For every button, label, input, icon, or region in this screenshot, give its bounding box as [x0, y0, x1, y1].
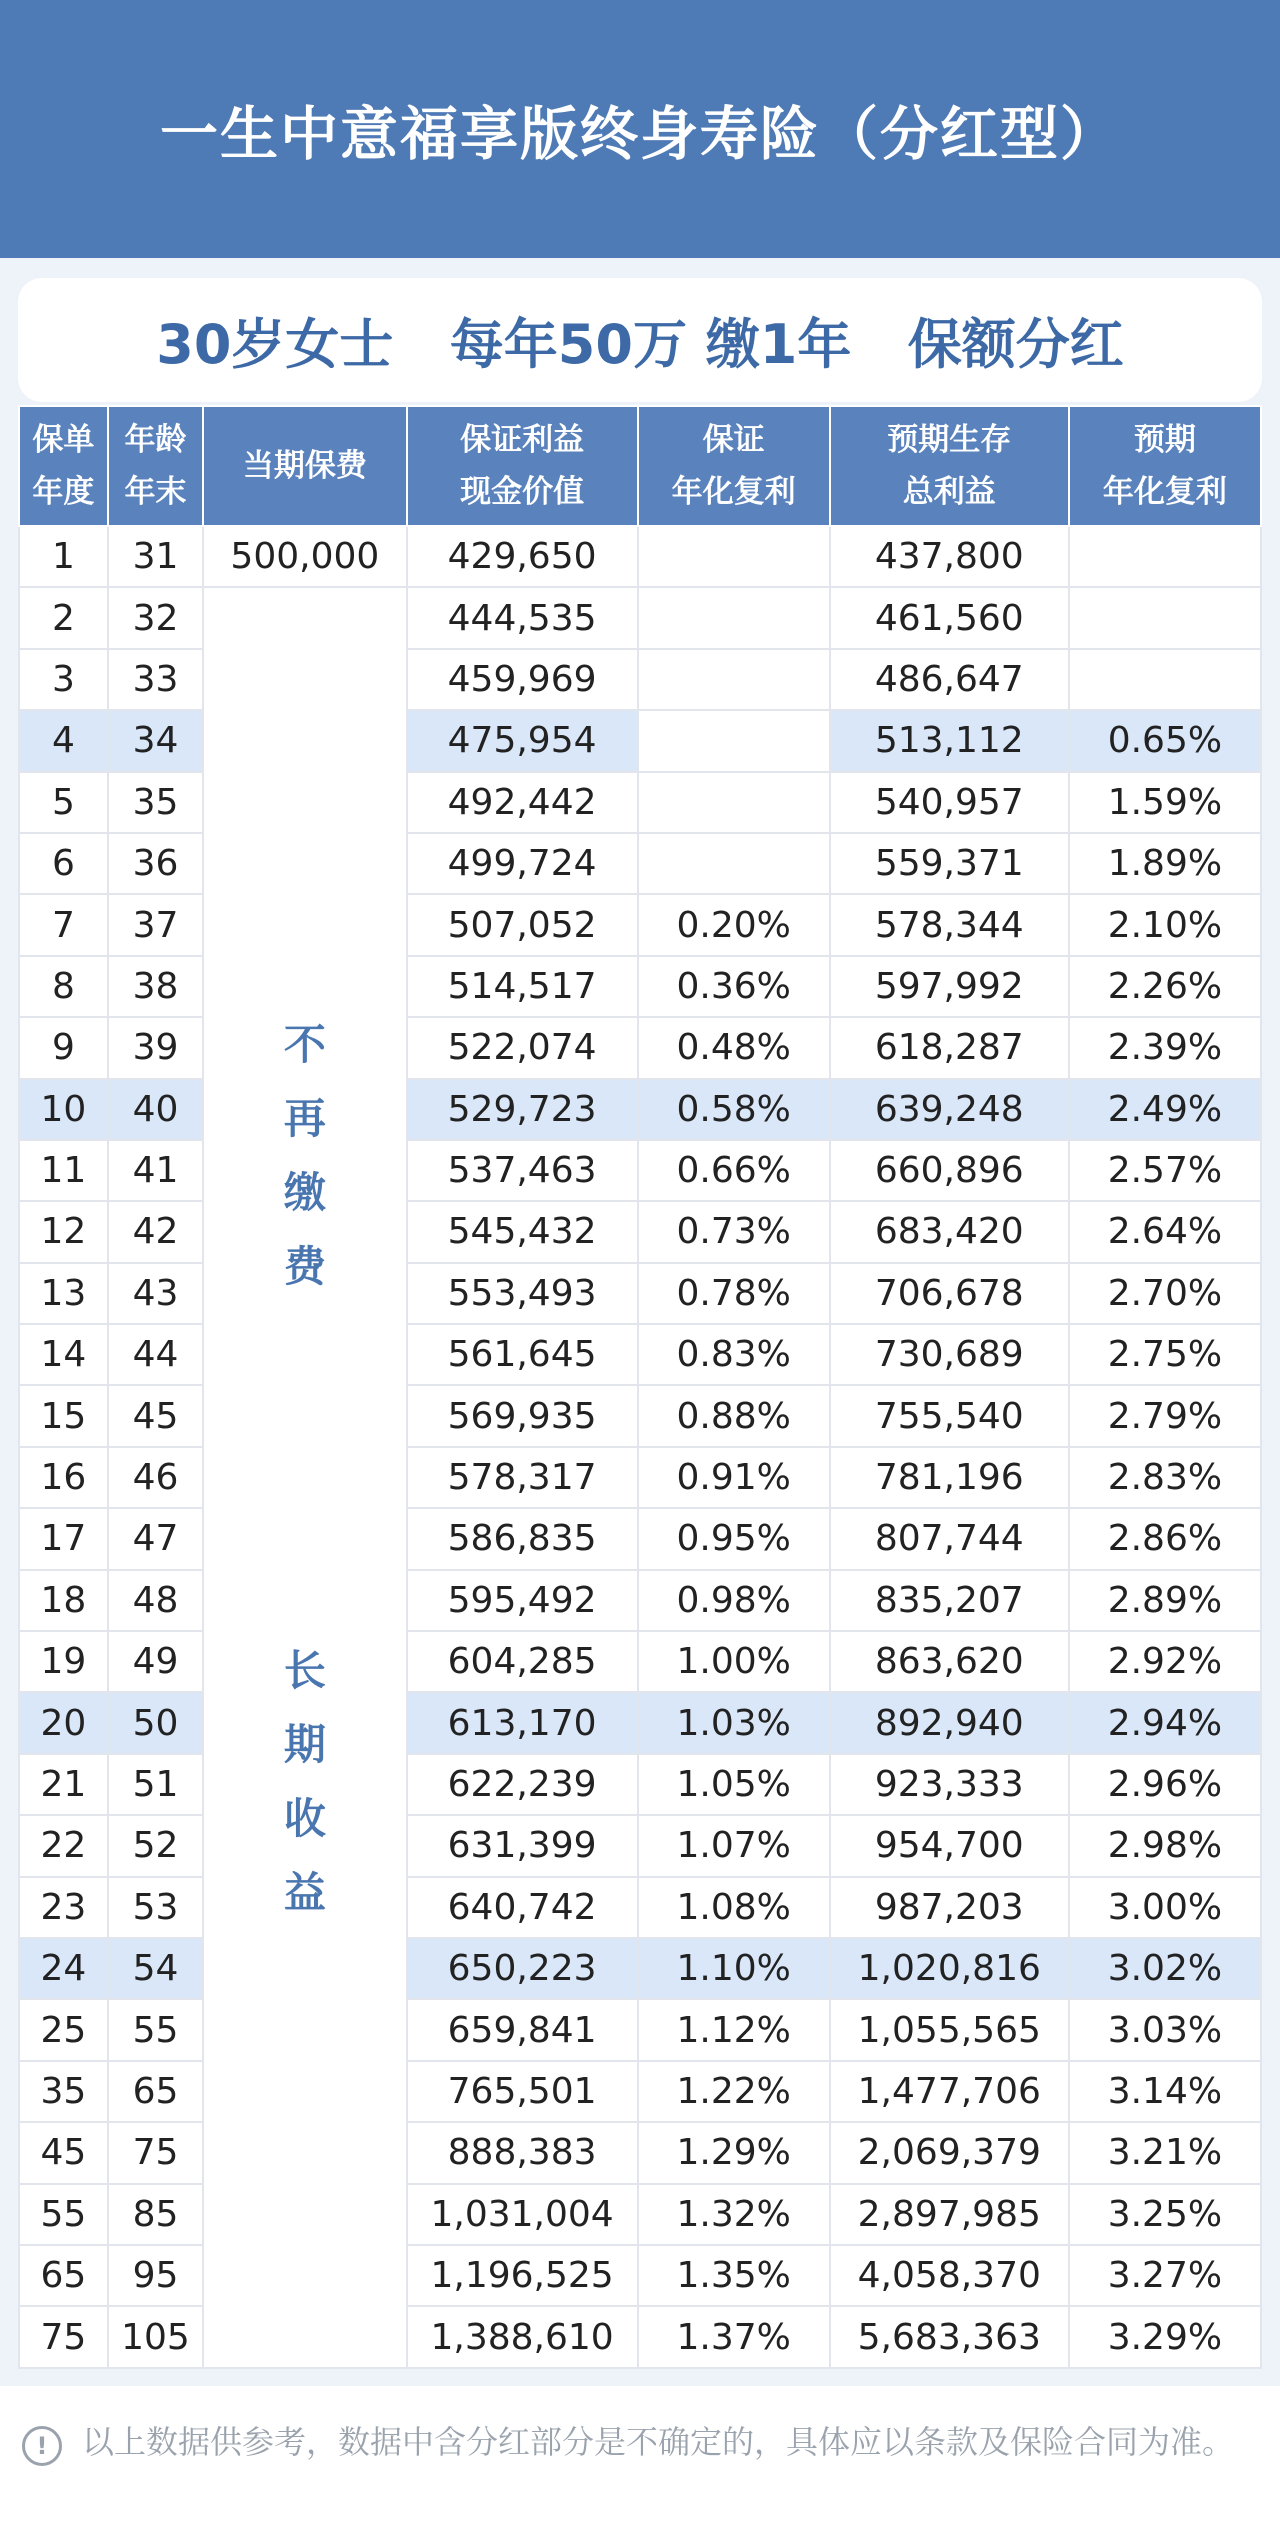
guaranteed-rate-cell	[638, 833, 830, 894]
expected-total-cell: 437,800	[830, 526, 1069, 587]
expected-rate-cell: 2.94%	[1069, 1692, 1261, 1753]
vertical-char: 缴	[283, 1168, 326, 1218]
expected-total-cell: 540,957	[830, 772, 1069, 833]
guaranteed-rate-cell	[638, 710, 830, 771]
expected-rate-cell: 3.21%	[1069, 2122, 1261, 2183]
age-cell: 45	[108, 1385, 203, 1446]
expected-total-cell: 1,055,565	[830, 1999, 1069, 2060]
expected-rate-cell: 0.65%	[1069, 710, 1261, 771]
age-cell: 36	[108, 833, 203, 894]
column-header	[1069, 406, 1261, 526]
age-cell: 42	[108, 1201, 203, 1262]
expected-rate-cell: 3.27%	[1069, 2245, 1261, 2306]
expected-rate-cell: 3.03%	[1069, 1999, 1261, 2060]
policy-year-cell: 24	[19, 1938, 108, 1999]
expected-total-cell: 2,897,985	[830, 2184, 1069, 2245]
expected-rate-cell: 2.75%	[1069, 1324, 1261, 1385]
premium-cell: 500,000	[203, 526, 407, 587]
expected-total-cell: 683,420	[830, 1201, 1069, 1262]
expected-rate-cell	[1069, 526, 1261, 587]
expected-rate-cell: 3.02%	[1069, 1938, 1261, 1999]
guaranteed-rate-cell: 0.95%	[638, 1508, 830, 1569]
expected-rate-cell: 3.25%	[1069, 2184, 1261, 2245]
policy-year-cell: 10	[19, 1079, 108, 1140]
age-cell: 52	[108, 1815, 203, 1876]
expected-rate-cell: 2.64%	[1069, 1201, 1261, 1262]
vertical-char: 益	[283, 1868, 326, 1918]
long-term-return-label	[204, 1634, 406, 1930]
age-cell: 47	[108, 1508, 203, 1569]
policy-year-cell: 21	[19, 1754, 108, 1815]
guaranteed-rate-cell	[638, 587, 830, 648]
policy-year-cell: 45	[19, 2122, 108, 2183]
cash-value-cell: 631,399	[407, 1815, 638, 1876]
cash-value-cell: 537,463	[407, 1140, 638, 1201]
policy-year-cell: 4	[19, 710, 108, 771]
policy-year-cell: 2	[19, 587, 108, 648]
table-row	[19, 587, 1261, 648]
column-header-line: 预期生存	[887, 422, 1012, 458]
column-header	[830, 406, 1069, 526]
guaranteed-rate-cell: 1.03%	[638, 1692, 830, 1753]
cash-value-cell: 529,723	[407, 1079, 638, 1140]
column-header-line: 年化复利	[1102, 474, 1227, 510]
vertical-char: 期	[283, 1720, 326, 1770]
guaranteed-rate-cell: 0.78%	[638, 1263, 830, 1324]
cash-value-cell: 514,517	[407, 956, 638, 1017]
policy-year-cell: 9	[19, 1017, 108, 1078]
age-cell: 95	[108, 2245, 203, 2306]
expected-total-cell: 4,058,370	[830, 2245, 1069, 2306]
column-header-line: 保单	[32, 422, 95, 458]
age-cell: 33	[108, 649, 203, 710]
policy-year-cell: 55	[19, 2184, 108, 2245]
expected-total-cell: 755,540	[830, 1385, 1069, 1446]
guaranteed-rate-cell: 1.29%	[638, 2122, 830, 2183]
expected-rate-cell	[1069, 649, 1261, 710]
policy-year-cell: 1	[19, 526, 108, 587]
guaranteed-rate-cell: 0.73%	[638, 1201, 830, 1262]
expected-rate-cell: 2.10%	[1069, 894, 1261, 955]
policy-year-cell: 65	[19, 2245, 108, 2306]
age-cell: 31	[108, 526, 203, 587]
policy-year-cell: 13	[19, 1263, 108, 1324]
expected-rate-cell: 2.96%	[1069, 1754, 1261, 1815]
cash-value-cell: 569,935	[407, 1385, 638, 1446]
policy-year-cell: 3	[19, 649, 108, 710]
policy-year-cell: 6	[19, 833, 108, 894]
cash-value-cell: 459,969	[407, 649, 638, 710]
policy-year-cell: 20	[19, 1692, 108, 1753]
expected-rate-cell: 2.98%	[1069, 1815, 1261, 1876]
expected-total-cell: 461,560	[830, 587, 1069, 648]
vertical-char: 再	[283, 1094, 326, 1144]
cash-value-cell: 444,535	[407, 587, 638, 648]
guaranteed-rate-cell: 1.10%	[638, 1938, 830, 1999]
guaranteed-rate-cell: 0.20%	[638, 894, 830, 955]
policy-year-cell: 23	[19, 1877, 108, 1938]
expected-total-cell: 807,744	[830, 1508, 1069, 1569]
column-header	[638, 406, 830, 526]
guaranteed-rate-cell: 0.36%	[638, 956, 830, 1017]
expected-rate-cell: 2.26%	[1069, 956, 1261, 1017]
guaranteed-rate-cell: 1.12%	[638, 1999, 830, 2060]
age-cell: 49	[108, 1631, 203, 1692]
guaranteed-rate-cell	[638, 526, 830, 587]
expected-rate-cell: 2.39%	[1069, 1017, 1261, 1078]
expected-total-cell: 954,700	[830, 1815, 1069, 1876]
age-cell: 53	[108, 1877, 203, 1938]
expected-rate-cell: 3.29%	[1069, 2306, 1261, 2368]
expected-total-cell: 835,207	[830, 1570, 1069, 1631]
guaranteed-rate-cell: 1.32%	[638, 2184, 830, 2245]
policy-year-cell: 11	[19, 1140, 108, 1201]
age-cell: 40	[108, 1079, 203, 1140]
disclaimer-text: 以上数据供参考，数据中含分红部分是不确定的，具体应以条款及保险合同为准。	[82, 2423, 1235, 2461]
cash-value-cell: 586,835	[407, 1508, 638, 1569]
guaranteed-rate-cell: 0.98%	[638, 1570, 830, 1631]
age-cell: 41	[108, 1140, 203, 1201]
policy-year-cell: 7	[19, 894, 108, 955]
policy-year-cell: 75	[19, 2306, 108, 2368]
cash-value-cell: 595,492	[407, 1570, 638, 1631]
expected-rate-cell: 2.83%	[1069, 1447, 1261, 1508]
column-header	[203, 406, 407, 526]
expected-total-cell: 1,477,706	[830, 2061, 1069, 2122]
age-cell: 38	[108, 956, 203, 1017]
policy-year-cell: 15	[19, 1385, 108, 1446]
expected-rate-cell: 2.79%	[1069, 1385, 1261, 1446]
expected-total-cell: 987,203	[830, 1877, 1069, 1938]
policy-year-cell: 12	[19, 1201, 108, 1262]
expected-rate-cell: 2.49%	[1069, 1079, 1261, 1140]
cash-value-cell: 1,031,004	[407, 2184, 638, 2245]
guaranteed-rate-cell: 0.58%	[638, 1079, 830, 1140]
guaranteed-rate-cell: 0.83%	[638, 1324, 830, 1385]
policy-year-cell: 25	[19, 1999, 108, 2060]
expected-total-cell: 2,069,379	[830, 2122, 1069, 2183]
expected-rate-cell: 2.70%	[1069, 1263, 1261, 1324]
age-cell: 50	[108, 1692, 203, 1753]
vertical-char: 不	[283, 1020, 326, 1070]
column-header-line: 保证利益	[460, 422, 585, 458]
expected-total-cell: 639,248	[830, 1079, 1069, 1140]
info-icon: !	[22, 2426, 62, 2466]
expected-total-cell: 892,940	[830, 1692, 1069, 1753]
page-title: 一生中意福享版终身寿险（分红型）	[159, 100, 1120, 168]
vertical-char: 长	[283, 1646, 326, 1696]
age-cell: 85	[108, 2184, 203, 2245]
benefit-table	[18, 405, 1262, 2369]
policy-year-cell: 18	[19, 1570, 108, 1631]
expected-rate-cell: 3.00%	[1069, 1877, 1261, 1938]
guaranteed-rate-cell: 0.48%	[638, 1017, 830, 1078]
cash-value-cell: 640,742	[407, 1877, 638, 1938]
subtitle-card	[18, 278, 1262, 402]
guaranteed-rate-cell: 0.66%	[638, 1140, 830, 1201]
expected-total-cell: 660,896	[830, 1140, 1069, 1201]
guaranteed-rate-cell: 1.08%	[638, 1877, 830, 1938]
expected-rate-cell: 2.57%	[1069, 1140, 1261, 1201]
expected-total-cell: 863,620	[830, 1631, 1069, 1692]
expected-rate-cell: 2.92%	[1069, 1631, 1261, 1692]
expected-total-cell: 1,020,816	[830, 1938, 1069, 1999]
age-cell: 54	[108, 1938, 203, 1999]
expected-total-cell: 559,371	[830, 833, 1069, 894]
column-header-line: 年度	[32, 474, 95, 510]
column-header	[407, 406, 638, 526]
column-header-line: 现金价值	[460, 474, 585, 510]
age-cell: 32	[108, 587, 203, 648]
column-header	[108, 406, 203, 526]
cash-value-cell: 475,954	[407, 710, 638, 771]
expected-rate-cell: 2.89%	[1069, 1570, 1261, 1631]
guaranteed-rate-cell: 0.88%	[638, 1385, 830, 1446]
expected-total-cell: 781,196	[830, 1447, 1069, 1508]
column-header	[19, 406, 108, 526]
cash-value-cell: 650,223	[407, 1938, 638, 1999]
expected-total-cell: 513,112	[830, 710, 1069, 771]
age-cell: 55	[108, 1999, 203, 2060]
cash-value-cell: 507,052	[407, 894, 638, 955]
disclaimer-footer	[0, 2386, 1280, 2527]
age-cell: 105	[108, 2306, 203, 2368]
table-row	[19, 526, 1261, 587]
cash-value-cell: 429,650	[407, 526, 638, 587]
policy-year-cell: 17	[19, 1508, 108, 1569]
policy-year-cell: 5	[19, 772, 108, 833]
no-more-premium-label	[204, 1008, 406, 1304]
guaranteed-rate-cell: 1.37%	[638, 2306, 830, 2368]
guaranteed-rate-cell: 1.07%	[638, 1815, 830, 1876]
cash-value-cell: 1,388,610	[407, 2306, 638, 2368]
expected-rate-cell: 2.86%	[1069, 1508, 1261, 1569]
expected-rate-cell	[1069, 587, 1261, 648]
column-header-line: 当期保费	[242, 448, 367, 484]
cash-value-cell: 622,239	[407, 1754, 638, 1815]
policy-year-cell: 22	[19, 1815, 108, 1876]
expected-rate-cell: 3.14%	[1069, 2061, 1261, 2122]
cash-value-cell: 578,317	[407, 1447, 638, 1508]
expected-total-cell: 5,683,363	[830, 2306, 1069, 2368]
age-cell: 37	[108, 894, 203, 955]
guaranteed-rate-cell: 1.35%	[638, 2245, 830, 2306]
expected-total-cell: 730,689	[830, 1324, 1069, 1385]
age-cell: 39	[108, 1017, 203, 1078]
vertical-char: 收	[283, 1794, 326, 1844]
column-header-line: 预期	[1133, 422, 1196, 458]
cash-value-cell: 1,196,525	[407, 2245, 638, 2306]
guaranteed-rate-cell	[638, 649, 830, 710]
column-header-line: 保证	[702, 422, 765, 458]
expected-rate-cell: 1.89%	[1069, 833, 1261, 894]
guaranteed-rate-cell: 1.05%	[638, 1754, 830, 1815]
age-cell: 75	[108, 2122, 203, 2183]
cash-value-cell: 553,493	[407, 1263, 638, 1324]
cash-value-cell: 613,170	[407, 1692, 638, 1753]
policy-year-cell: 14	[19, 1324, 108, 1385]
age-cell: 34	[108, 710, 203, 771]
vertical-char: 费	[283, 1242, 326, 1292]
table-header-row	[19, 406, 1261, 526]
age-cell: 35	[108, 772, 203, 833]
expected-total-cell: 578,344	[830, 894, 1069, 955]
age-cell: 43	[108, 1263, 203, 1324]
column-header-line: 年化复利	[671, 474, 796, 510]
page-header	[0, 0, 1280, 258]
guaranteed-rate-cell	[638, 772, 830, 833]
cash-value-cell: 492,442	[407, 772, 638, 833]
column-header-line: 总利益	[902, 474, 996, 510]
cash-value-cell: 888,383	[407, 2122, 638, 2183]
guaranteed-rate-cell: 1.22%	[638, 2061, 830, 2122]
age-cell: 51	[108, 1754, 203, 1815]
column-header-line: 年末	[124, 474, 187, 510]
policy-year-cell: 35	[19, 2061, 108, 2122]
age-cell: 65	[108, 2061, 203, 2122]
age-cell: 46	[108, 1447, 203, 1508]
expected-total-cell: 618,287	[830, 1017, 1069, 1078]
table-body	[19, 526, 1261, 2368]
cash-value-cell: 522,074	[407, 1017, 638, 1078]
age-cell: 48	[108, 1570, 203, 1631]
expected-rate-cell: 1.59%	[1069, 772, 1261, 833]
cash-value-cell: 499,724	[407, 833, 638, 894]
expected-total-cell: 706,678	[830, 1263, 1069, 1324]
cash-value-cell: 561,645	[407, 1324, 638, 1385]
guaranteed-rate-cell: 0.91%	[638, 1447, 830, 1508]
expected-total-cell: 597,992	[830, 956, 1069, 1017]
policy-year-cell: 8	[19, 956, 108, 1017]
benefit-table-container	[18, 405, 1262, 2369]
policy-year-cell: 16	[19, 1447, 108, 1508]
policy-year-cell: 19	[19, 1631, 108, 1692]
age-cell: 44	[108, 1324, 203, 1385]
column-header-line: 年龄	[124, 422, 187, 458]
expected-total-cell: 486,647	[830, 649, 1069, 710]
premium-note-cell	[203, 587, 407, 2368]
cash-value-cell: 545,432	[407, 1201, 638, 1262]
plan-summary: 30岁女士 每年50万 缴1年 保额分红	[156, 312, 1124, 376]
expected-total-cell: 923,333	[830, 1754, 1069, 1815]
cash-value-cell: 765,501	[407, 2061, 638, 2122]
cash-value-cell: 659,841	[407, 1999, 638, 2060]
guaranteed-rate-cell: 1.00%	[638, 1631, 830, 1692]
cash-value-cell: 604,285	[407, 1631, 638, 1692]
